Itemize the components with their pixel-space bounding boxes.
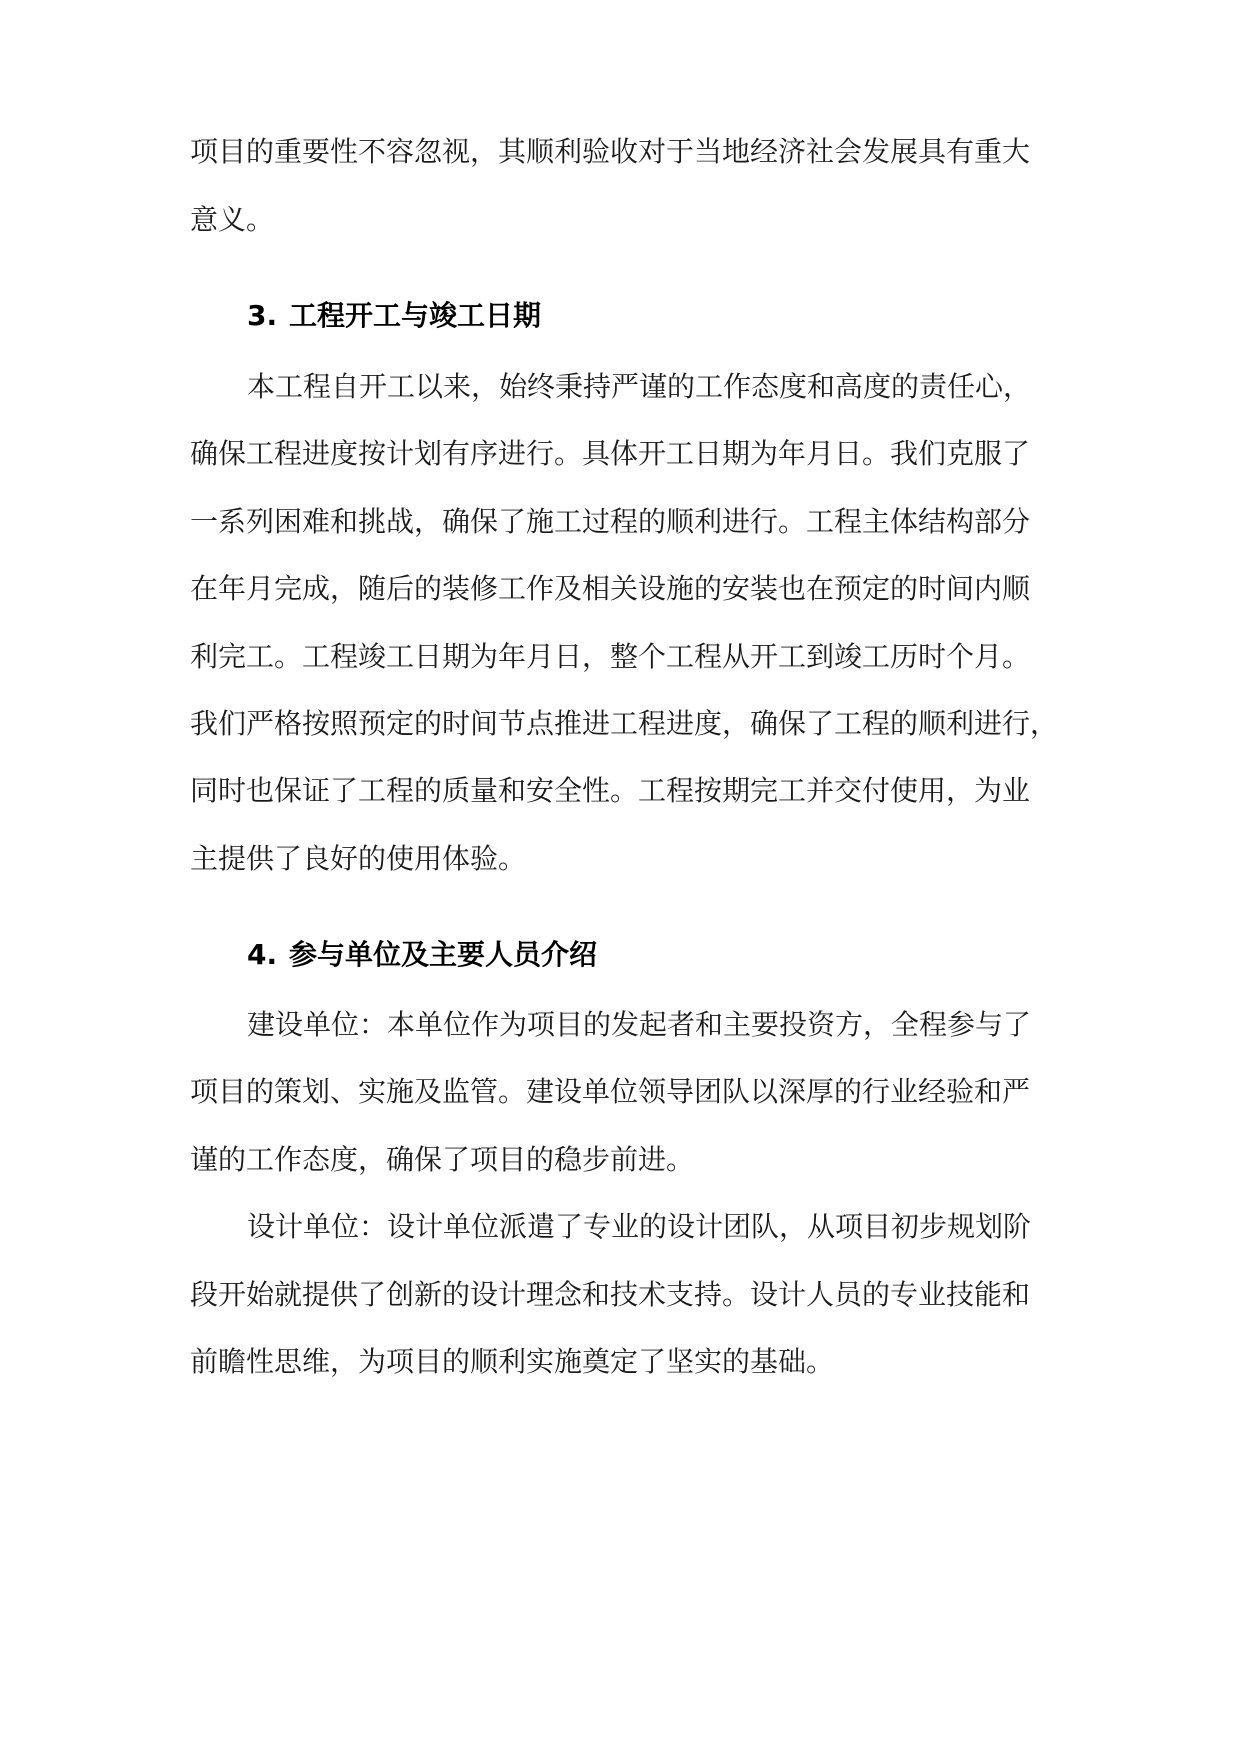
section-number: 4.	[247, 938, 278, 971]
section-number: 3.	[247, 299, 278, 332]
paragraph-line: 项目的重要性不容忽视，其顺利验收对于当地经济社会发展具有重大	[190, 135, 1031, 168]
paragraph-line: 意义。	[190, 203, 275, 236]
paragraph-line: 前瞻性思维，为项目的顺利实施奠定了坚实的基础。	[190, 1345, 835, 1378]
paragraph-line: 同时也保证了工程的质量和安全性。工程按期完工并交付使用，为业	[190, 774, 1031, 807]
paragraph-line: 本工程自开工以来，始终秉持严谨的工作态度和高度的责任心，	[247, 370, 1032, 403]
section-title: 参与单位及主要人员介绍	[289, 938, 598, 971]
paragraph-line: 谨的工作态度，确保了项目的稳步前进。	[190, 1143, 695, 1176]
section-heading-3	[247, 296, 541, 336]
paragraph-line: 建设单位：本单位作为项目的发起者和主要投资方，全程参与了	[247, 1008, 1032, 1041]
paragraph-line: 项目的策划、实施及监管。建设单位领导团队以深厚的行业经验和严	[190, 1075, 1031, 1108]
section-heading-4	[247, 935, 597, 975]
paragraph-line: 段开始就提供了创新的设计理念和技术支持。设计人员的专业技能和	[190, 1278, 1031, 1311]
paragraph-line: 在年月完成，随后的装修工作及相关设施的安装也在预定的时间内顺	[190, 572, 1031, 605]
paragraph-line: 确保工程进度按计划有序进行。具体开工日期为年月日。我们克服了	[190, 437, 1031, 470]
paragraph-line: 设计单位：设计单位派遣了专业的设计团队，从项目初步规划阶	[247, 1210, 1032, 1243]
paragraph-line: 主提供了良好的使用体验。	[190, 842, 527, 875]
section-title: 工程开工与竣工日期	[289, 299, 542, 332]
paragraph-line: 利完工。工程竣工日期为年月日，整个工程从开工到竣工历时个月。	[190, 640, 1031, 673]
paragraph-line: 一系列困难和挑战，确保了施工过程的顺利进行。工程主体结构部分	[190, 505, 1031, 538]
paragraph-line: 我们严格按照预定的时间节点推进工程进度，确保了工程的顺利进行，	[190, 707, 1059, 740]
